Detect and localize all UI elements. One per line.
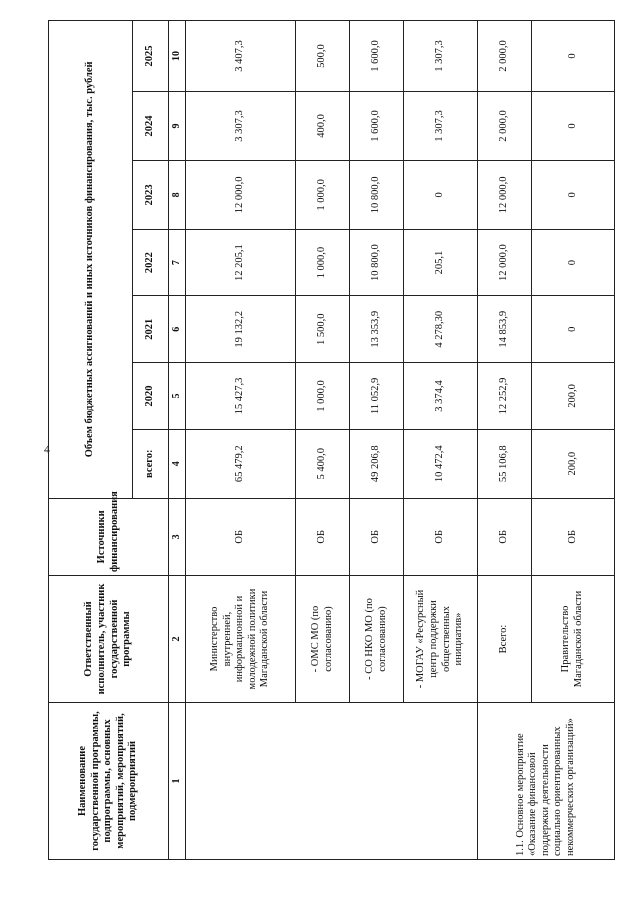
col-number: 7 — [169, 229, 186, 296]
col-number: 8 — [169, 160, 186, 229]
row-value: 11 052,9 — [350, 363, 404, 430]
row-name: 1.1. Основное мероприятие «Оказание финансовой поддержки деятельности социально ориентированных некоммерческих организаций» — [478, 702, 615, 859]
row-value: 0 — [532, 21, 615, 92]
row-value: 12 000,0 — [186, 160, 296, 229]
header-year: 2021 — [133, 296, 169, 363]
row-value: 4 278,30 — [404, 296, 478, 363]
row-value: 3 374,4 — [404, 363, 478, 430]
row-source: ОБ — [350, 498, 404, 575]
row-value: 10 800,0 — [350, 229, 404, 296]
header-source: Источники финансирования — [49, 498, 169, 575]
row-value: 400,0 — [296, 92, 350, 161]
col-number: 5 — [169, 363, 186, 430]
row-value: 10 472,4 — [404, 429, 478, 498]
col-number: 4 — [169, 429, 186, 498]
rotated-table-wrapper — [48, 20, 613, 860]
header-name: Наименование государственной программы, подпрограммы, основных мероприятий, мероприятий, подмероприятий — [49, 702, 169, 859]
row-source: ОБ — [296, 498, 350, 575]
row-value: 1 307,3 — [404, 21, 478, 92]
row-value: 12 000,0 — [478, 229, 532, 296]
table-row — [186, 21, 296, 860]
header-year: 2020 — [133, 363, 169, 430]
row-value: 49 206,8 — [350, 429, 404, 498]
header-year: 2024 — [133, 92, 169, 161]
row-executor: Всего: — [478, 576, 532, 703]
header-total: всего: — [133, 429, 169, 498]
row-executor: - СО НКО МО (по согласованию) — [350, 576, 404, 703]
row-value: 200,0 — [532, 363, 615, 430]
row-value: 205,1 — [404, 229, 478, 296]
table-stage — [48, 20, 613, 860]
row-value: 0 — [532, 92, 615, 161]
row-value: 5 400,0 — [296, 429, 350, 498]
row-value: 1 307,3 — [404, 92, 478, 161]
row-value: 500,0 — [296, 21, 350, 92]
col-number: 1 — [169, 702, 186, 859]
row-value: 14 853,9 — [478, 296, 532, 363]
funding-table — [48, 20, 615, 860]
row-value: 1 600,0 — [350, 21, 404, 92]
col-number: 2 — [169, 576, 186, 703]
row-value: 0 — [404, 160, 478, 229]
row-value: 2 000,0 — [478, 21, 532, 92]
column-numbers-row — [169, 21, 186, 860]
header-executor: Ответственный исполнитель, участник государственной программы — [49, 576, 169, 703]
header-year: 2025 — [133, 21, 169, 92]
page-number: 4 — [44, 442, 50, 456]
col-number: 10 — [169, 21, 186, 92]
row-value: 1 000,0 — [296, 229, 350, 296]
col-number: 6 — [169, 296, 186, 363]
header-row — [49, 21, 133, 860]
row-value: 12 205,1 — [186, 229, 296, 296]
table-row — [478, 21, 532, 860]
header-funding-group: Объем бюджетных ассигнований и иных источников финансирования, тыс. рублей — [49, 21, 133, 499]
header-year: 2023 — [133, 160, 169, 229]
row-value: 12 000,0 — [478, 160, 532, 229]
row-source: ОБ — [478, 498, 532, 575]
row-value: 55 106,8 — [478, 429, 532, 498]
row-name — [186, 702, 478, 859]
row-source: ОБ — [186, 498, 296, 575]
row-value: 1 000,0 — [296, 160, 350, 229]
row-value: 1 500,0 — [296, 296, 350, 363]
row-value: 15 427,3 — [186, 363, 296, 430]
row-value: 13 353,9 — [350, 296, 404, 363]
row-value: 1 000,0 — [296, 363, 350, 430]
col-number: 3 — [169, 498, 186, 575]
row-value: 2 000,0 — [478, 92, 532, 161]
row-value: 3 407,3 — [186, 21, 296, 92]
row-value: 1 600,0 — [350, 92, 404, 161]
row-executor: - МОГАУ «Ресурсный центр поддержки общественных инициатив» — [404, 576, 478, 703]
row-value: 3 307,3 — [186, 92, 296, 161]
row-executor: - ОМС МО (по согласованию) — [296, 576, 350, 703]
col-number: 9 — [169, 92, 186, 161]
row-value: 200,0 — [532, 429, 615, 498]
row-value: 10 800,0 — [350, 160, 404, 229]
row-value: 0 — [532, 229, 615, 296]
header-year: 2022 — [133, 229, 169, 296]
row-executor: Правительство Магаданской области — [532, 576, 615, 703]
row-executor: Министерство внутренней, информационной и молодежной политики Магаданской области — [186, 576, 296, 703]
row-value: 19 132,2 — [186, 296, 296, 363]
row-value: 0 — [532, 296, 615, 363]
row-value: 0 — [532, 160, 615, 229]
row-value: 12 252,9 — [478, 363, 532, 430]
row-source: ОБ — [404, 498, 478, 575]
row-source: ОБ — [532, 498, 615, 575]
row-value: 65 479,2 — [186, 429, 296, 498]
